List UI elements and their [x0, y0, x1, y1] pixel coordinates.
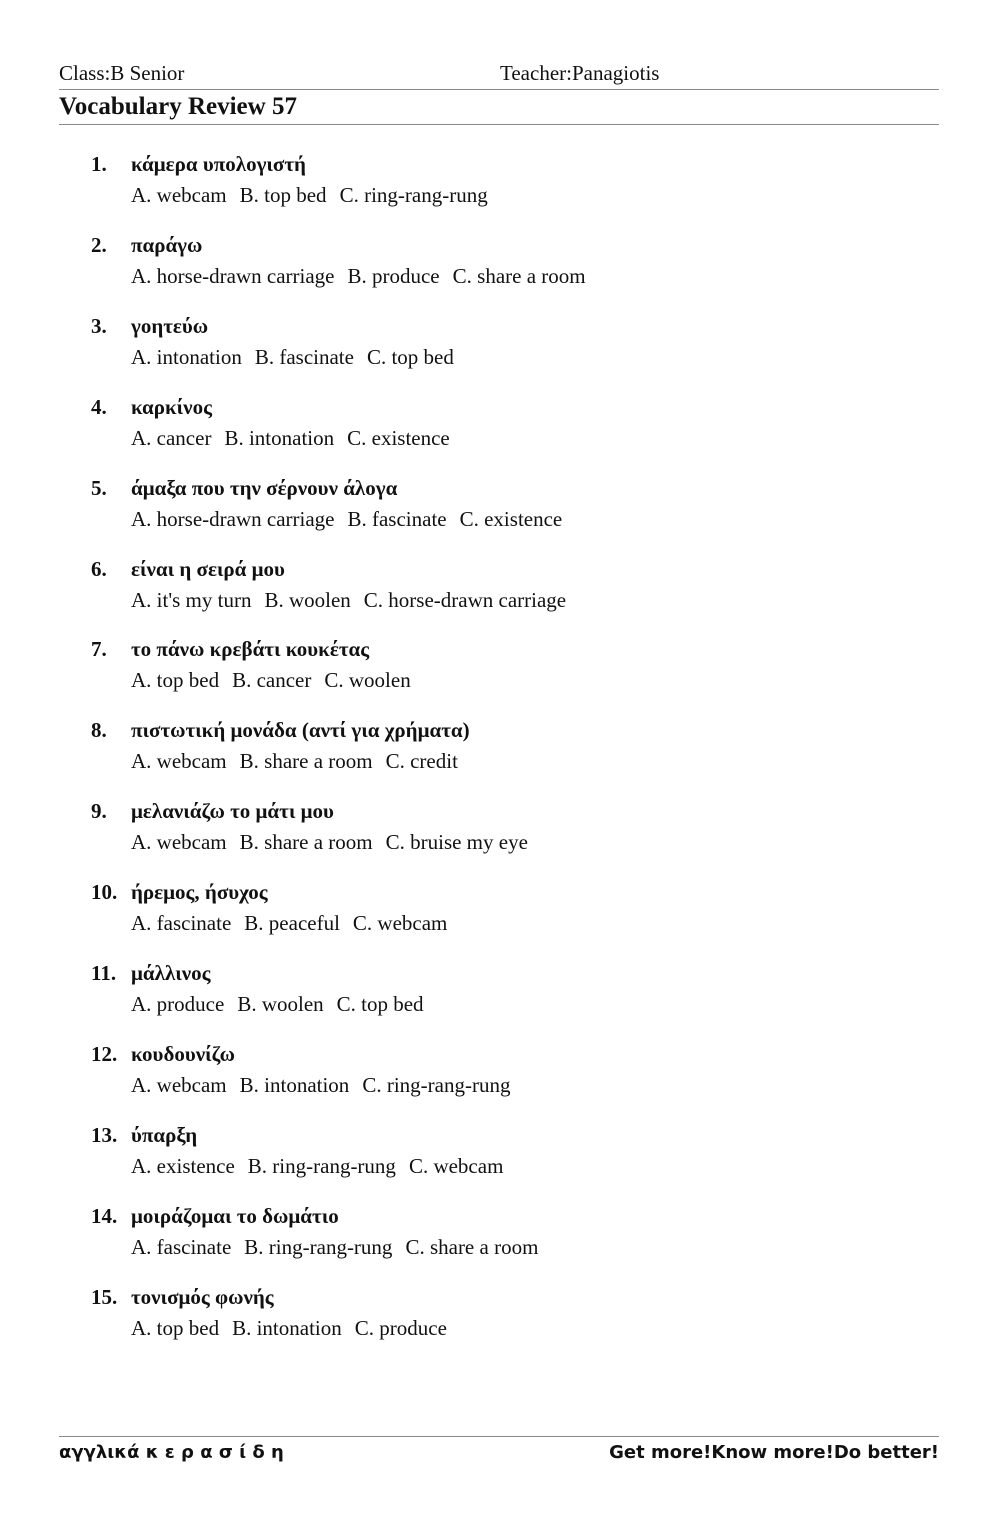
question-item: [0, 233, 1000, 313]
question-item: [0, 152, 1000, 232]
question-prompt: κάμερα υπολογιστή: [131, 152, 306, 176]
question-prompt: τονισμός φωνής: [131, 1285, 274, 1309]
answer-option[interactable]: C. existence: [347, 426, 450, 450]
question-item: [0, 1285, 1000, 1365]
answer-option[interactable]: A. produce: [131, 992, 225, 1016]
class-label: Class:B Senior: [59, 61, 185, 85]
question-number: 12.: [91, 1042, 118, 1066]
question-prompt: άμαξα που την σέρνουν άλογα: [131, 476, 398, 500]
footer: [59, 1436, 939, 1477]
question-item: [0, 1204, 1000, 1284]
answer-option[interactable]: A. cancer: [131, 426, 212, 450]
question-number: 4.: [91, 395, 107, 419]
header-info-row: [59, 61, 939, 90]
answer-option[interactable]: C. woolen: [324, 668, 411, 692]
answer-option[interactable]: B. share a room: [239, 830, 373, 854]
answer-option[interactable]: B. share a room: [239, 749, 373, 773]
question-number: 2.: [91, 233, 107, 257]
answer-options: [131, 830, 541, 855]
answer-option[interactable]: C. credit: [385, 749, 458, 773]
header-title-row: [59, 92, 939, 125]
question-number: 6.: [91, 557, 107, 581]
answer-option[interactable]: C. bruise my eye: [385, 830, 528, 854]
answer-option[interactable]: B. woolen: [237, 992, 324, 1016]
question-number: 11.: [91, 961, 117, 985]
answer-option[interactable]: C. share a room: [452, 264, 586, 288]
question-item: [0, 799, 1000, 879]
answer-option[interactable]: A. it's my turn: [131, 588, 252, 612]
answer-option[interactable]: C. horse-drawn carriage: [363, 588, 567, 612]
answer-options: [131, 749, 471, 774]
question-item: [0, 880, 1000, 960]
answer-option[interactable]: A. top bed: [131, 1316, 220, 1340]
question-number: 3.: [91, 314, 107, 338]
answer-options: [131, 1316, 460, 1341]
question-item: [0, 557, 1000, 637]
answer-option[interactable]: A. webcam: [131, 830, 227, 854]
question-item: [0, 1042, 1000, 1122]
question-prompt: πιστωτική μονάδα (αντί για χρήματα): [131, 718, 470, 742]
answer-options: [131, 507, 575, 532]
answer-option[interactable]: B. ring-rang-rung: [247, 1154, 396, 1178]
question-prompt: το πάνω κρεβάτι κουκέτας: [131, 637, 370, 661]
question-prompt: παράγω: [131, 233, 203, 257]
answer-option[interactable]: C. webcam: [408, 1154, 504, 1178]
answer-option[interactable]: B. woolen: [264, 588, 351, 612]
answer-option[interactable]: A. webcam: [131, 1073, 227, 1097]
answer-option[interactable]: A. fascinate: [131, 1235, 232, 1259]
question-prompt: γοητεύω: [131, 314, 209, 338]
answer-option[interactable]: A. horse-drawn carriage: [131, 264, 335, 288]
answer-option[interactable]: B. top bed: [239, 183, 327, 207]
page-title: Vocabulary Review 57: [59, 93, 297, 120]
answer-option[interactable]: B. fascinate: [254, 345, 354, 369]
question-number: 14.: [91, 1204, 118, 1228]
answer-option[interactable]: A. horse-drawn carriage: [131, 507, 335, 531]
question-prompt: ήρεμος, ήσυχος: [131, 880, 268, 904]
answer-option[interactable]: C. produce: [354, 1316, 447, 1340]
teacher-label: Teacher:Panagiotis: [500, 61, 660, 85]
question-number: 1.: [91, 152, 107, 176]
answer-options: [131, 1235, 551, 1260]
answer-option[interactable]: B. produce: [347, 264, 440, 288]
footer-brand: αγγλικά κ ε ρ α σ ί δ η: [59, 1442, 284, 1463]
question-prompt: είναι η σειρά μου: [131, 557, 285, 581]
answer-option[interactable]: A. webcam: [131, 183, 227, 207]
footer-slogan: Get more!Know more!Do better!: [609, 1442, 939, 1463]
question-prompt: ύπαρξη: [131, 1123, 198, 1147]
question-item: [0, 637, 1000, 717]
question-number: 7.: [91, 637, 107, 661]
answer-option[interactable]: C. ring-rang-rung: [339, 183, 488, 207]
answer-option[interactable]: C. existence: [459, 507, 563, 531]
question-item: [0, 961, 1000, 1041]
question-prompt: μελανιάζω το μάτι μου: [131, 799, 334, 823]
answer-options: [131, 345, 467, 370]
answer-option[interactable]: A. existence: [131, 1154, 235, 1178]
answer-option[interactable]: A. top bed: [131, 668, 220, 692]
answer-options: [131, 426, 463, 451]
answer-options: [131, 992, 437, 1017]
answer-option[interactable]: A. intonation: [131, 345, 242, 369]
answer-option[interactable]: B. intonation: [239, 1073, 350, 1097]
answer-options: [131, 264, 599, 289]
question-number: 9.: [91, 799, 107, 823]
answer-option[interactable]: A. webcam: [131, 749, 227, 773]
answer-options: [131, 183, 501, 208]
answer-options: [131, 1154, 516, 1179]
question-number: 5.: [91, 476, 107, 500]
answer-option[interactable]: B. fascinate: [347, 507, 447, 531]
question-item: [0, 395, 1000, 475]
answer-options: [131, 911, 460, 936]
answer-options: [131, 1073, 523, 1098]
question-number: 15.: [91, 1285, 118, 1309]
question-prompt: κουδουνίζω: [131, 1042, 235, 1066]
answer-option[interactable]: C. top bed: [366, 345, 454, 369]
question-item: [0, 476, 1000, 556]
answer-option[interactable]: A. fascinate: [131, 911, 232, 935]
answer-option[interactable]: B. intonation: [224, 426, 335, 450]
answer-option[interactable]: C. webcam: [352, 911, 448, 935]
question-prompt: μάλλινος: [131, 961, 211, 985]
answer-option[interactable]: C. top bed: [336, 992, 424, 1016]
answer-option[interactable]: C. ring-rang-rung: [362, 1073, 511, 1097]
answer-option[interactable]: B. peaceful: [244, 911, 340, 935]
answer-option[interactable]: C. share a room: [405, 1235, 539, 1259]
answer-options: [131, 588, 579, 613]
answer-option[interactable]: B. cancer: [232, 668, 312, 692]
question-item: [0, 314, 1000, 394]
answer-options: [131, 668, 424, 693]
answer-option[interactable]: B. intonation: [232, 1316, 342, 1340]
question-number: 10.: [91, 880, 118, 904]
question-prompt: καρκίνος: [131, 395, 212, 419]
question-prompt: μοιράζομαι το δωμάτιο: [131, 1204, 339, 1228]
question-number: 8.: [91, 718, 107, 742]
answer-option[interactable]: B. ring-rang-rung: [244, 1235, 393, 1259]
question-item: [0, 1123, 1000, 1203]
question-number: 13.: [91, 1123, 118, 1147]
question-item: [0, 718, 1000, 798]
